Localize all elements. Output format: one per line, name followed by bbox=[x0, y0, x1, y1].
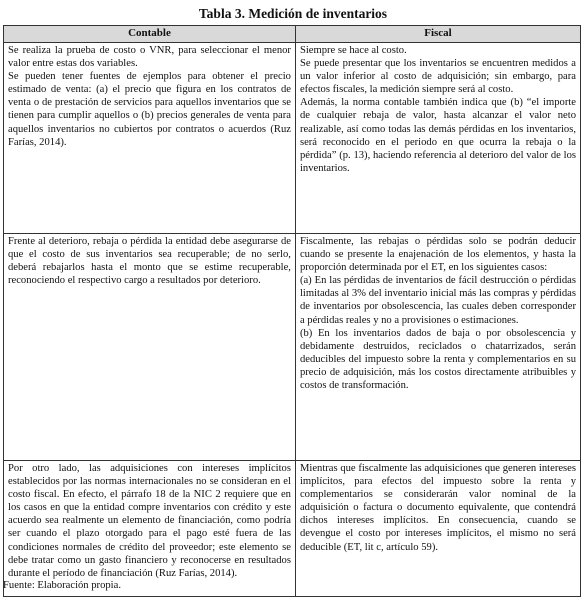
paragraph: Fiscalmente, las rebajas o pérdidas solo se podrán deducir cuando se presente la enajenación de los elementos, y hasta la proporción determinada por el ET, en los siguientes casos: bbox=[299, 236, 576, 274]
cell-contable bbox=[4, 461, 296, 597]
header-row bbox=[4, 26, 581, 43]
source-note: Fuente: Elaboración propia. bbox=[3, 580, 121, 591]
paragraph: Se puede presentar que los inventarios se encuentren medidos a un valor inferior al costo de adquisición; sin embargo, para efectos fiscales, la medición siempre será al costo. bbox=[299, 58, 576, 96]
inventory-table bbox=[3, 25, 581, 597]
cell-fiscal bbox=[295, 234, 580, 461]
paragraph: Se realiza la prueba de costo o VNR, para seleccionar el menor valor entre estas dos variables. bbox=[8, 45, 291, 70]
paragraph: Por otro lado, las adquisiciones con intereses implícitos establecidos por las normas internacionales no se consideran en el costo fiscal. En efecto, el párrafo 18 de la NIC 2 requiere que en los casos en que la entidad compre inventarios con crédito y este acuerdo sea realmente un elemento de financiación, como podría ser cuando el plazo otorgado para el pago esté fuera de las condiciones normales de crédito del proveedor; este elemento se debe tratar como un gasto financiero y reconocerse en resultados durante el período de financiación (Ruz Farías, 2014). bbox=[8, 463, 291, 579]
table-row bbox=[4, 43, 581, 234]
paragraph: Mientras que fiscalmente las adquisiciones que generen intereses implícitos, para efectos del impuesto sobre la renta y complementarios se considerarán valor nominal de la adquisición o factura o documento equivalente, que contendrá dichos intereses implícitos. En consecuencia, cuando se devengue el costo por intereses implícitos, el mismo no será deducible (ET, lit c, artículo 59). bbox=[299, 463, 576, 553]
header-fiscal: Fiscal bbox=[295, 26, 580, 43]
cell-contable bbox=[4, 43, 296, 234]
paragraph: Frente al deterioro, rebaja o pérdida la entidad debe asegurarse de que el costo de sus inventarios sea recuperable; de no serlo, deberá rebajarlos hasta el monto que se estime recuperable, reconociendo el respectivo cargo a resultados por deterioro. bbox=[8, 236, 291, 287]
table-row bbox=[4, 461, 581, 597]
paragraph: Además, la norma contable también indica que (b) “el importe de cualquier rebaja de valor, hasta alcanzar el valor neto realizable, así como todas las demás pérdidas en los inventarios, será reconocido en el periodo en que ocurra la rebaja o la pérdida” (p. 13), haciendo referencia al deterioro del valor de los inventarios. bbox=[299, 97, 576, 174]
header-contable: Contable bbox=[4, 26, 296, 43]
cell-fiscal bbox=[295, 461, 580, 597]
table-row bbox=[4, 234, 581, 461]
cell-contable bbox=[4, 234, 296, 461]
cell-fiscal bbox=[295, 43, 580, 234]
table-title: Tabla 3. Medición de inventarios bbox=[198, 6, 388, 21]
paragraph: Siempre se hace al costo. bbox=[299, 45, 407, 56]
paragraph: (b) En los inventarios dados de baja o por obsolescencia y debidamente destruidos, reciclados o chatarrizados, serán deducibles del impuesto sobre la renta y complementarios en su precio de adquisición, más los costos directamente atribuibles y costos de transformación. bbox=[299, 327, 576, 392]
paragraph: (a) En las pérdidas de inventarios de fácil destrucción o pérdidas limitadas al 3% del inventario inicial más las compras y pérdidas de inventarios por obsolescencia, las cuales deben corresponder a pérdidas reales y no a provisiones o estimaciones. bbox=[299, 275, 576, 326]
paragraph: Se pueden tener fuentes de ejemplos para obtener el precio estimado de venta: (a) el precio que figura en los contratos de venta o de prestación de servicios para aquellos inventarios que se tienen para cumplir aquellos o (b) precios generales de venta para aquellos inventarios no cubiertos por contratos o acuerdos (Ruz Farías, 2014). bbox=[8, 71, 291, 148]
